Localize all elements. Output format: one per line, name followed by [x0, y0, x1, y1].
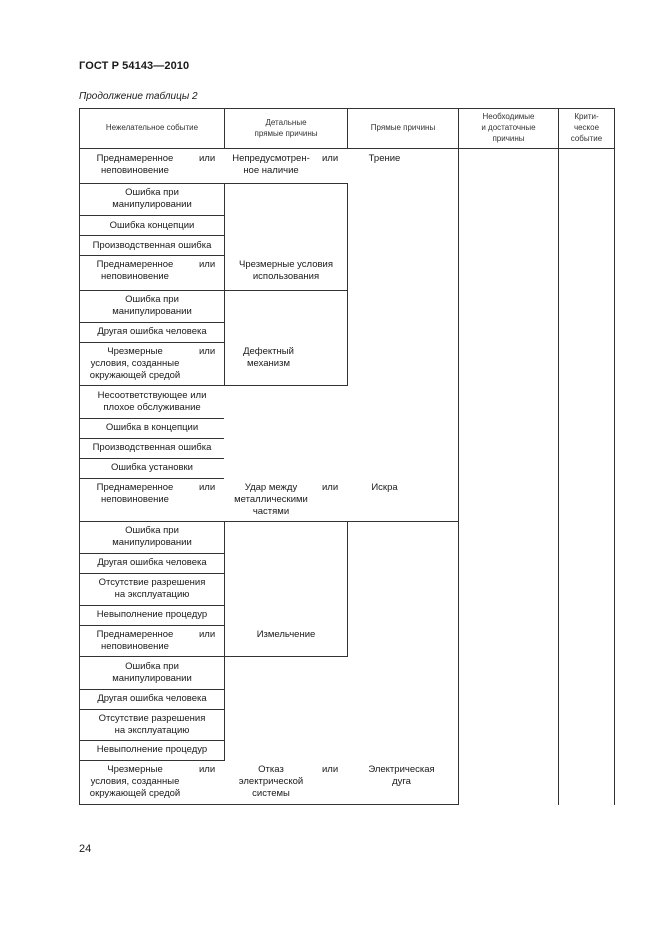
- cell-event: Невыполнение процедур: [96, 609, 208, 620]
- page-number: 24: [79, 843, 92, 855]
- column-divider: [347, 521, 348, 657]
- column-divider: [347, 183, 348, 386]
- cell-detailed-cause: Непредусмотрен-: [232, 153, 310, 164]
- col-header-critical-3: событие: [570, 134, 603, 143]
- cell-event: Преднамеренное: [96, 629, 174, 640]
- document-header: ГОСТ Р 54143—2010: [79, 60, 190, 72]
- cell-direct-cause: дуга: [392, 776, 411, 787]
- cell-event: Другая ошибка человека: [97, 557, 207, 568]
- cell-event: Ошибка концепции: [109, 220, 195, 231]
- or-label: или: [199, 482, 216, 493]
- cell-detailed-cause: ное наличие: [243, 165, 299, 176]
- row-divider: [79, 689, 224, 690]
- cell-event: манипулировании: [112, 199, 192, 210]
- row-divider: [79, 656, 347, 657]
- cell-direct-cause: Трение: [368, 153, 401, 164]
- cell-event: Несоответствующее или: [97, 390, 207, 401]
- cell-detailed-cause: Отказ: [258, 764, 284, 775]
- cell-event: Другая ошибка человека: [97, 693, 207, 704]
- col-header-critical-1: Крити-: [574, 112, 599, 121]
- col-header-direct-causes: Прямые причины: [370, 123, 436, 132]
- column-divider: [558, 108, 559, 805]
- cell-event: Отсутствие разрешения: [98, 713, 206, 724]
- row-divider: [79, 605, 224, 606]
- row-divider: [79, 625, 224, 626]
- row-divider: [79, 215, 224, 216]
- col-header-detailed-causes-2: прямые причины: [254, 129, 318, 138]
- row-divider: [79, 183, 347, 184]
- cell-event: неповиновение: [101, 641, 169, 652]
- row-divider: [79, 322, 224, 323]
- col-header-detailed-causes-1: Детальные: [265, 118, 307, 127]
- column-divider: [224, 290, 225, 386]
- row-divider: [79, 255, 224, 256]
- col-header-necessary-1: Необходимые: [482, 112, 535, 121]
- cell-event: Чрезмерные: [107, 764, 163, 775]
- cell-event: Ошибка при: [125, 294, 179, 305]
- row-divider: [79, 458, 224, 459]
- or-label: или: [199, 153, 216, 164]
- cell-event: манипулировании: [112, 537, 192, 548]
- cell-event: на эксплуатацию: [114, 589, 190, 600]
- col-header-necessary-2: и достаточные: [481, 123, 536, 132]
- row-divider: [79, 438, 224, 439]
- cell-event: Ошибка в концепции: [105, 422, 199, 433]
- table-bottom-border: [79, 804, 458, 805]
- cell-event: неповиновение: [101, 165, 169, 176]
- row-divider: [79, 418, 224, 419]
- row-divider: [79, 290, 347, 291]
- cell-event: Производственная ошибка: [92, 240, 212, 251]
- or-label: или: [199, 346, 216, 357]
- row-divider: [79, 235, 224, 236]
- cell-detailed-cause: Удар между: [244, 482, 298, 493]
- cell-event: Производственная ошибка: [92, 442, 212, 453]
- row-divider: [79, 553, 224, 554]
- cell-direct-cause: Электрическая: [368, 764, 435, 775]
- cell-event: Ошибка при: [125, 525, 179, 536]
- cell-detailed-cause: Чрезмерные условия: [239, 259, 333, 270]
- cell-event: плохое обслуживание: [103, 402, 201, 413]
- cell-detailed-cause: электрической: [238, 776, 304, 787]
- cell-direct-cause: Искра: [371, 482, 398, 493]
- or-label: или: [199, 259, 216, 270]
- cell-detailed-cause: использования: [252, 271, 320, 282]
- column-divider: [458, 108, 459, 805]
- row-divider: [79, 760, 224, 761]
- or-label: или: [322, 482, 339, 493]
- cell-event: окружающей средой: [89, 788, 181, 799]
- cell-detailed-cause: системы: [252, 788, 290, 799]
- cell-event: Преднамеренное: [96, 482, 174, 493]
- row-divider: [79, 709, 224, 710]
- or-label: или: [322, 764, 339, 775]
- row-divider: [79, 342, 224, 343]
- cell-event: Чрезмерные: [107, 346, 163, 357]
- cell-event: условия, созданные: [90, 358, 180, 369]
- cell-detailed-cause: Измельчение: [256, 629, 316, 640]
- row-divider: [79, 385, 347, 386]
- col-header-critical-2: ческое: [573, 123, 600, 132]
- table-right-border: [614, 108, 615, 805]
- cell-detailed-cause: частями: [252, 506, 290, 517]
- cell-event: Отсутствие разрешения: [98, 577, 206, 588]
- cell-event: на эксплуатацию: [114, 725, 190, 736]
- table-caption: Продолжение таблицы 2: [79, 91, 198, 102]
- row-divider: [79, 740, 224, 741]
- cell-event: условия, созданные: [90, 776, 180, 787]
- cell-event: Преднамеренное: [96, 153, 174, 164]
- cell-event: Преднамеренное: [96, 259, 174, 270]
- cell-event: Другая ошибка человека: [97, 326, 207, 337]
- cell-event: окружающей средой: [89, 370, 181, 381]
- cell-event: неповиновение: [101, 494, 169, 505]
- cell-event: Невыполнение процедур: [96, 744, 208, 755]
- cell-detailed-cause: Дефектный: [243, 346, 294, 357]
- cell-event: неповиновение: [101, 271, 169, 282]
- cell-detailed-cause: металлическими: [234, 494, 308, 505]
- row-divider: [79, 478, 224, 479]
- col-header-necessary-3: причины: [492, 134, 525, 143]
- cell-event: Ошибка при: [125, 661, 179, 672]
- row-divider: [79, 521, 458, 522]
- or-label: или: [322, 153, 339, 164]
- cell-event: манипулировании: [112, 306, 192, 317]
- cell-detailed-cause: механизм: [247, 358, 290, 369]
- cell-event: манипулировании: [112, 673, 192, 684]
- or-label: или: [199, 764, 216, 775]
- cell-event: Ошибка установки: [110, 462, 193, 473]
- column-divider: [224, 656, 225, 761]
- cell-event: Ошибка при: [125, 187, 179, 198]
- col-header-undesired-event: Нежелательное событие: [105, 123, 199, 132]
- row-divider: [79, 573, 224, 574]
- or-label: или: [199, 629, 216, 640]
